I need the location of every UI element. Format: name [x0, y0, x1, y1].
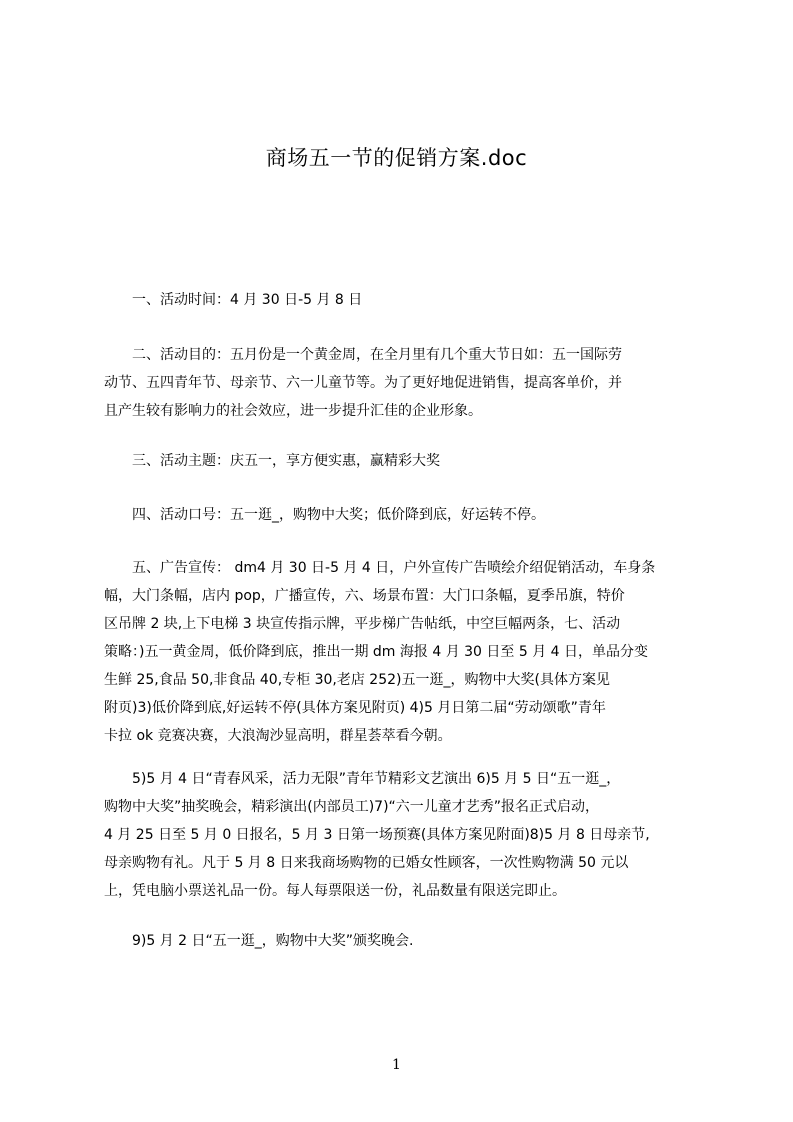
text-line: 区吊牌 2 块,上下电梯 3 块宣传指示牌，平步梯广告帖纸，中空巨幅两条，七、活动 [104, 616, 621, 632]
document-title: 商场五一节的促销方案.doc [265, 146, 528, 170]
page-number: 1 [392, 1057, 401, 1073]
paragraph-award-gala [104, 927, 698, 955]
text-line: 卡拉 ok 竞赛决赛，大浪淘沙显高明，群星荟萃看今朝。 [104, 728, 452, 744]
paragraph-advertising [104, 554, 698, 750]
text-line: 母亲购物有礼。凡于 5 月 8 日来我商场购物的已婚女性顾客，一次性购物满 50 元以 [104, 855, 629, 871]
text-line: 三、活动主题：庆五一，享方便实惠，赢精彩大奖 [104, 453, 440, 469]
text-line: 上，凭电脑小票送礼品一份。每人每票限送一份，礼品数量有限送完即止。 [104, 883, 566, 899]
text-line: 购物中大奖”抽奖晚会，精彩演出(内部员工)7)“六一儿童才艺秀”报名正式启动， [104, 799, 600, 815]
text-line: 9)5 月 2 日“五一逛_，购物中大奖”颁奖晚会. [104, 933, 414, 949]
text-line: 且产生较有影响力的社会效应，进一步提升汇佳的企业形象。 [104, 403, 482, 419]
text-line: 幅，大门条幅，店内 pop，广播宣传，六、场景布置：大门口条幅，夏季吊旗，特价 [104, 588, 625, 604]
paragraph-activity-theme [104, 447, 698, 475]
paragraph-activity-time [104, 286, 698, 314]
text-line: 四、活动口号：五一逛_，购物中大奖；低价降到底，好运转不停。 [104, 507, 545, 523]
paragraph-activity-slogan [104, 501, 698, 529]
text-line: 5)5 月 4 日“青春风采，活力无限”青年节精彩文艺演出 6)5 月 5 日“五一逛_， [104, 771, 621, 787]
text-line: 一、活动时间：4 月 30 日-5 月 8 日 [104, 292, 363, 308]
text-line: 二、活动目的：五月份是一个黄金周，在全月里有几个重大节日如：五一国际劳 [104, 347, 622, 363]
text-line: 策略：)五一黄金周，低价降到底，推出一期 dm 海报 4 月 30 日至 5 月 4 日，单品分变 [104, 644, 649, 660]
text-line: 附页)3)低价降到底,好运转不停(具体方案见附页) 4)5 月日第二届“劳动颂歌”青年 [104, 700, 606, 716]
paragraph-events [104, 765, 698, 905]
paragraph-activity-purpose [104, 341, 698, 425]
text-line: 五、广告宣传： dm4 月 30 日-5 月 4 日，户外宣传广告喷绘介绍促销活动，车身条 [104, 560, 656, 576]
text-line: 4 月 25 日至 5 月 0 日报名，5 月 3 日第一场预赛(具体方案见附面)8)5 月 8 日母亲节, [104, 827, 650, 843]
text-line: 动节、五四青年节、母亲节、六一儿童节等。为了更好地促进销售，提高客单价，并 [104, 375, 622, 391]
text-line: 生鲜 25,食品 50,非食品 40,专柜 30,老店 252)五一逛_，购物中大奖(具体方案见 [104, 672, 610, 688]
